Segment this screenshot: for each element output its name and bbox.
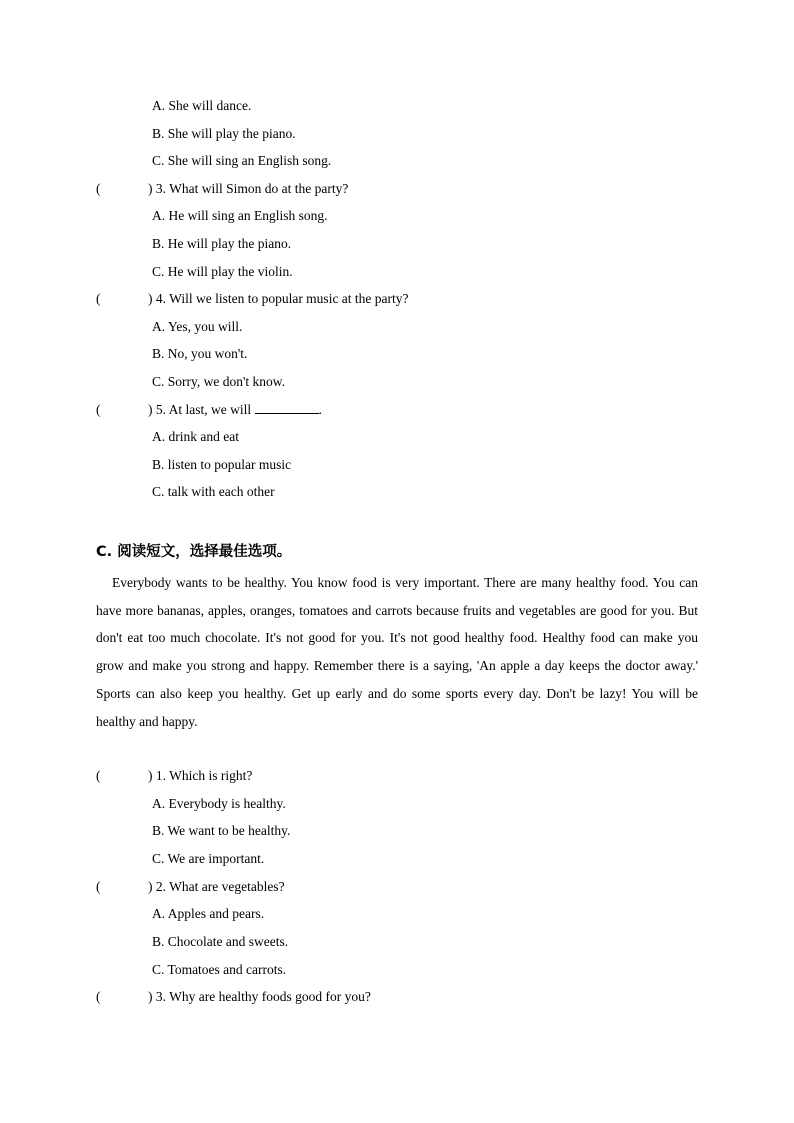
option-c: C. She will sing an English song. bbox=[152, 153, 332, 168]
answer-blank[interactable] bbox=[255, 400, 319, 414]
answer-paren[interactable]: ( bbox=[96, 402, 101, 417]
option-b: B. Chocolate and sweets. bbox=[152, 934, 289, 949]
question-text-end: . bbox=[318, 402, 322, 417]
reading-passage: Everybody wants to be healthy. You know food is very important. There are many healthy food. You can have more bananas, apples, oranges, tomatoes and carrots because fruits and vegetables are good for you. But don't eat too much chocolate. It's not good for you. It's not good healthy food. Healthy food can make you grow and make you strong and happy. Remember there is a saying, 'An apple a day keeps the doctor away.' Sports can also keep you healthy. Get up early and do some sports every day. Don't be lazy! You will be healthy and happy. bbox=[96, 575, 698, 729]
question-4 bbox=[96, 289, 409, 309]
question-text: ) 3. Why are healthy foods good for you? bbox=[148, 989, 371, 1004]
section-c-heading: C. 阅读短文，选择最佳选项。 bbox=[96, 544, 292, 560]
option-c: C. Sorry, we don't know. bbox=[152, 374, 286, 389]
option-c: C. talk with each other bbox=[152, 484, 275, 499]
option-a: A. She will dance. bbox=[152, 98, 252, 113]
answer-paren[interactable]: ( bbox=[96, 181, 101, 196]
question-5 bbox=[96, 400, 322, 420]
option-a: A. drink and eat bbox=[152, 429, 239, 444]
question-text: ) 3. What will Simon do at the party? bbox=[148, 181, 349, 196]
question-text: ) 4. Will we listen to popular music at the party? bbox=[148, 291, 409, 306]
question-1 bbox=[96, 766, 252, 786]
option-a: A. Everybody is healthy. bbox=[152, 796, 286, 811]
answer-paren[interactable]: ( bbox=[96, 989, 101, 1004]
answer-paren[interactable]: ( bbox=[96, 291, 101, 306]
option-a: A. Yes, you will. bbox=[152, 319, 243, 334]
option-c: C. He will play the violin. bbox=[152, 264, 293, 279]
option-c: C. Tomatoes and carrots. bbox=[152, 962, 287, 977]
option-b: B. No, you won't. bbox=[152, 346, 248, 361]
option-a: A. He will sing an English song. bbox=[152, 208, 328, 223]
question-3 bbox=[96, 987, 371, 1007]
question-text: ) 5. At last, we will bbox=[148, 402, 255, 417]
option-c: C. We are important. bbox=[152, 851, 265, 866]
option-b: B. She will play the piano. bbox=[152, 126, 296, 141]
option-b: B. listen to popular music bbox=[152, 457, 292, 472]
answer-paren[interactable]: ( bbox=[96, 768, 101, 783]
option-b: B. We want to be healthy. bbox=[152, 823, 291, 838]
question-text: ) 1. Which is right? bbox=[148, 768, 253, 783]
answer-paren[interactable]: ( bbox=[96, 879, 101, 894]
question-3 bbox=[96, 179, 348, 199]
question-text: ) 2. What are vegetables? bbox=[148, 879, 285, 894]
question-2 bbox=[96, 877, 285, 897]
option-a: A. Apples and pears. bbox=[152, 906, 265, 921]
option-b: B. He will play the piano. bbox=[152, 236, 292, 251]
